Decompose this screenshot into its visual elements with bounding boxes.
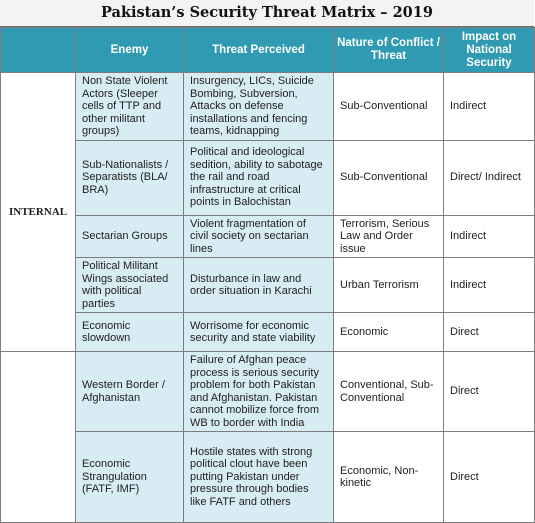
table-row: [1, 432, 535, 523]
table-row: [1, 140, 535, 215]
nature-cell: Economic: [334, 313, 444, 352]
threat-cell: Political and ideological sedition, ability to sabotage the rail and road infrastructure at critical points in Balochistan: [184, 140, 334, 215]
impact-cell: Direct: [444, 313, 535, 352]
table-row: [1, 258, 535, 313]
nature-cell: Conventional, Sub-Conventional: [334, 352, 444, 432]
header-threat-perceived: Threat Perceived: [184, 28, 334, 73]
nature-cell: Sub-Conventional: [334, 140, 444, 215]
enemy-cell: Political Militant Wings associated with political parties: [76, 258, 184, 313]
impact-cell: Direct: [444, 432, 535, 523]
header-impact: Impact on National Security: [444, 28, 535, 73]
impact-cell: Indirect: [444, 258, 535, 313]
threat-cell: Hostile states with strong political clout have been putting Pakistan under pressure through bodies like FATF and others: [184, 432, 334, 523]
threat-cell: Disturbance in law and order situation in Karachi: [184, 258, 334, 313]
category-external: [1, 352, 76, 523]
enemy-cell: Economic slowdown: [76, 313, 184, 352]
nature-cell: Economic, Non-kinetic: [334, 432, 444, 523]
threat-cell: Failure of Afghan peace process is serious security problem for both Pakistan and Afghanistan. Pakistan cannot mobilize force from WB to border with India: [184, 352, 334, 432]
nature-cell: Sub-Conventional: [334, 73, 444, 141]
table-row: [1, 313, 535, 352]
enemy-cell: Sub-Nationalists / Separatists (BLA/ BRA): [76, 140, 184, 215]
enemy-cell: Western Border / Afghanistan: [76, 352, 184, 432]
header-row: [1, 28, 535, 73]
header-enemy: Enemy: [76, 28, 184, 73]
impact-cell: Direct: [444, 352, 535, 432]
header-category: [1, 28, 76, 73]
header-nature-of-conflict: Nature of Conflict / Threat: [334, 28, 444, 73]
category-internal: INTERNAL: [1, 73, 76, 352]
nature-cell: Terrorism, Serious Law and Order issue: [334, 215, 444, 258]
enemy-cell: Economic Strangulation (FATF, IMF): [76, 432, 184, 523]
enemy-cell: Non State Violent Actors (Sleeper cells of TTP and other militant groups): [76, 73, 184, 141]
enemy-cell: Sectarian Groups: [76, 215, 184, 258]
impact-cell: Direct/ Indirect: [444, 140, 535, 215]
threat-matrix-table: [0, 27, 535, 523]
nature-cell: Urban Terrorism: [334, 258, 444, 313]
impact-cell: Indirect: [444, 73, 535, 141]
impact-cell: Indirect: [444, 215, 535, 258]
table-row: [1, 215, 535, 258]
table-row: [1, 352, 535, 432]
table-row: [1, 73, 535, 141]
threat-cell: Insurgency, LICs, Suicide Bombing, Subversion, Attacks on defense installations and fencing teams, kidnapping: [184, 73, 334, 141]
threat-cell: Violent fragmentation of civil society on sectarian lines: [184, 215, 334, 258]
threat-cell: Worrisome for economic security and state viability: [184, 313, 334, 352]
page-title: Pakistan’s Security Threat Matrix – 2019: [0, 0, 534, 27]
